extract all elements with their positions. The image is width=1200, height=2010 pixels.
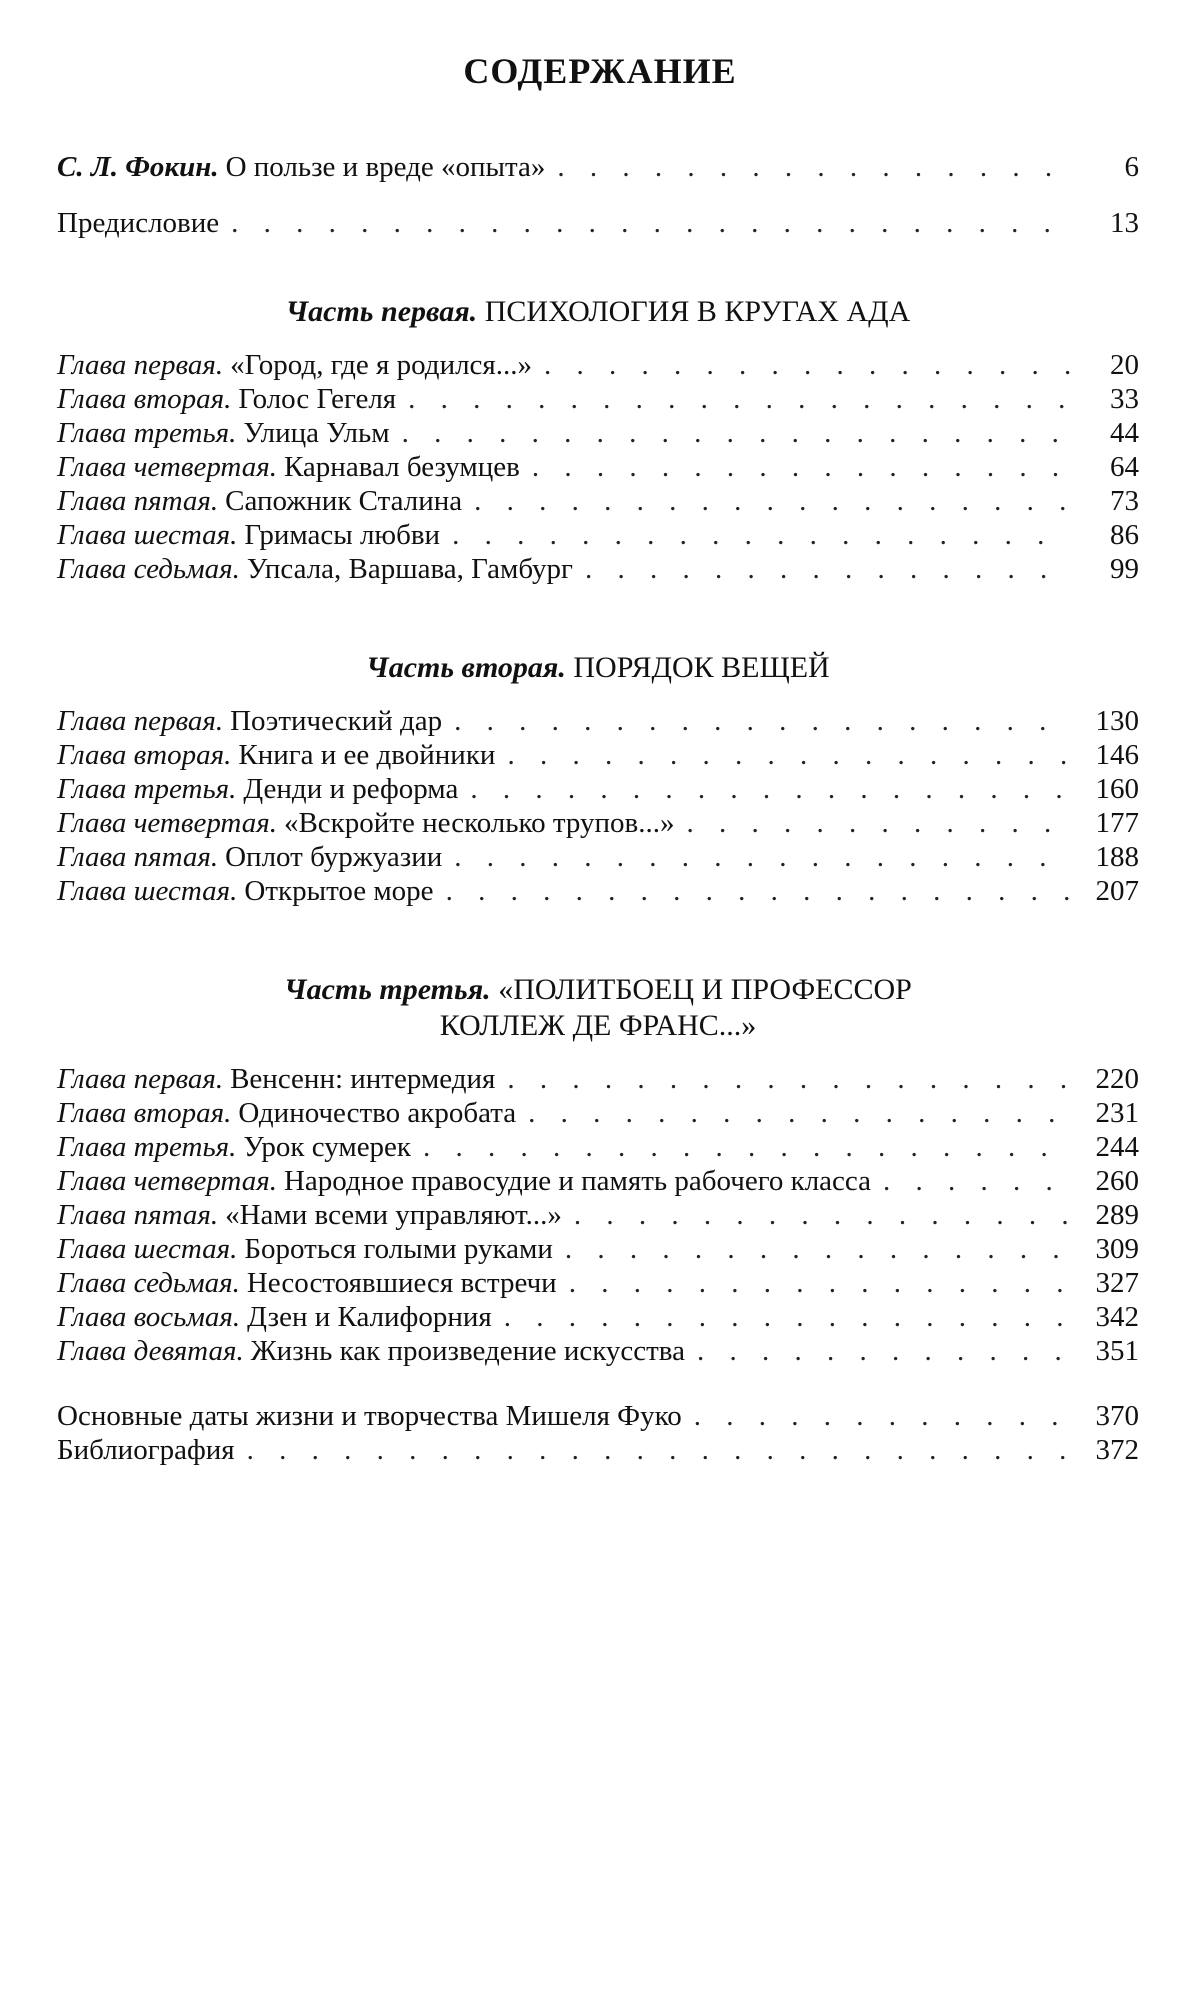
chapter-label: Глава первая. [57,704,223,738]
page [0,0,1200,2010]
chapter-label: Глава пятая. [57,840,218,874]
chapter-page: 220 [1085,1062,1139,1096]
toc-entry [57,1334,1139,1368]
chapter-label: Глава шестая. [57,1232,237,1266]
toc-entry [57,150,1139,184]
chapter-label: Глава вторая. [57,1096,231,1130]
entry-page: 6 [1085,150,1139,184]
dot-leader [585,552,1071,586]
chapter-page: 351 [1085,1334,1139,1368]
chapter-label: Глава четвертая. [57,806,277,840]
chapter-title: «Вскройте несколько трупов...» [277,806,675,840]
dot-leader [507,1062,1071,1096]
toc-entry [57,348,1139,382]
toc-entry [57,552,1139,586]
toc-entry [57,874,1139,908]
chapter-label: Глава третья. [57,772,236,806]
dot-leader [694,1399,1071,1433]
toc-entry [57,484,1139,518]
chapter-page: 188 [1085,840,1139,874]
chapter-page: 33 [1085,382,1139,416]
chapter-title: Открытое море [237,874,433,908]
chapter-title: Гримасы любви [237,518,440,552]
chapter-title: Сапожник Сталина [218,484,462,518]
entry-title: Предисловие [57,206,219,240]
chapter-title: Улица Ульм [236,416,389,450]
part-heading [57,972,1139,1044]
chapter-page: 130 [1085,704,1139,738]
toc-entry [57,1062,1139,1096]
entry-page: 370 [1085,1399,1139,1433]
chapter-page: 160 [1085,772,1139,806]
part-name: ПСИХОЛОГИЯ В КРУГАХ АДА [485,295,911,328]
toc-entry [57,450,1139,484]
chapter-label: Глава седьмая. [57,552,240,586]
toc-entry [57,1198,1139,1232]
toc-front [57,150,1139,240]
entry-page: 13 [1085,206,1139,240]
chapter-label: Глава пятая. [57,484,218,518]
entry-page: 372 [1085,1433,1139,1467]
chapter-label: Глава седьмая. [57,1266,240,1300]
dot-leader [557,150,1071,184]
chapter-title: Оплот буржуазии [218,840,442,874]
dot-leader [883,1164,1071,1198]
part-label: Часть первая. [286,295,477,328]
chapter-label: Глава вторая. [57,738,231,772]
toc-entry [57,382,1139,416]
chapter-label: Глава девятая. [57,1334,244,1368]
chapter-title: «Нами всеми управляют...» [218,1198,562,1232]
dot-leader [532,450,1071,484]
chapter-page: 73 [1085,484,1139,518]
chapter-page: 244 [1085,1130,1139,1164]
entry-title: Библиография [57,1433,235,1467]
chapter-title: Несостоявшиеся встречи [240,1266,557,1300]
toc-entry [57,772,1139,806]
chapter-label: Глава первая. [57,348,223,382]
chapter-page: 99 [1085,552,1139,586]
dot-leader [507,738,1071,772]
chapter-label: Глава четвертая. [57,450,277,484]
chapter-title: Книга и ее двойники [231,738,495,772]
chapter-page: 86 [1085,518,1139,552]
toc-part-1 [57,250,1139,586]
chapter-label: Глава третья. [57,416,236,450]
chapter-page: 260 [1085,1164,1139,1198]
chapter-label: Глава шестая. [57,518,237,552]
part-label: Часть вторая. [366,651,566,684]
part-heading [57,650,1139,686]
chapter-page: 207 [1085,874,1139,908]
toc-back [57,1399,1139,1467]
toc-entry [57,1433,1139,1467]
chapter-title: «Город, где я родился...» [223,348,532,382]
chapter-title: Жизнь как произведение искусства [244,1334,685,1368]
chapter-title: Голос Гегеля [231,382,396,416]
chapter-page: 20 [1085,348,1139,382]
toc-entry [57,840,1139,874]
entry-author: С. Л. Фокин. [57,150,219,184]
toc-part-3 [57,928,1139,1368]
chapter-title: Одиночество акробата [231,1096,516,1130]
dot-leader [574,1198,1071,1232]
dot-leader [504,1300,1071,1334]
dot-leader [402,416,1071,450]
entry-title: О пользе и вреде «опыта» [219,150,546,184]
chapter-label: Глава первая. [57,1062,223,1096]
chapter-page: 146 [1085,738,1139,772]
dot-leader [408,382,1071,416]
dot-leader [528,1096,1071,1130]
chapter-title: Денди и реформа [236,772,458,806]
chapter-page: 177 [1085,806,1139,840]
toc-entry [57,1266,1139,1300]
dot-leader [697,1334,1071,1368]
toc-entry [57,416,1139,450]
toc-entry [57,738,1139,772]
part-name: «ПОЛИТБОЕЦ И ПРОФЕССОР [498,973,912,1006]
entry-title: Основные даты жизни и творчества Мишеля Фуко [57,1399,682,1433]
toc-entry [57,1300,1139,1334]
chapter-title: Народное правосудие и память рабочего класса [277,1164,871,1198]
dot-leader [231,206,1071,240]
dot-leader [454,704,1071,738]
toc-part-2 [57,606,1139,908]
toc-entry [57,518,1139,552]
chapter-page: 309 [1085,1232,1139,1266]
dot-leader [423,1130,1071,1164]
part-name: ПОРЯДОК ВЕЩЕЙ [573,651,829,684]
chapter-page: 342 [1085,1300,1139,1334]
chapter-page: 231 [1085,1096,1139,1130]
chapter-title: Венсенн: интермедия [223,1062,495,1096]
chapter-label: Глава четвертая. [57,1164,277,1198]
chapter-label: Глава шестая. [57,874,237,908]
dot-leader [474,484,1071,518]
dot-leader [565,1232,1071,1266]
part-label: Часть третья. [284,973,491,1006]
toc-entry [57,806,1139,840]
dot-leader [446,874,1071,908]
chapter-label: Глава третья. [57,1130,236,1164]
chapter-page: 44 [1085,416,1139,450]
chapter-title: Дзен и Калифорния [240,1300,492,1334]
page-title: СОДЕРЖАНИЕ [0,50,1200,92]
part-heading [57,294,1139,330]
toc-entry [57,704,1139,738]
part-name-line-2: КОЛЛЕЖ ДЕ ФРАНС...» [57,1008,1139,1044]
chapter-title: Упсала, Варшава, Гамбург [240,552,573,586]
dot-leader [454,840,1071,874]
toc-entry [57,1399,1139,1433]
dot-leader [686,806,1071,840]
dot-leader [470,772,1071,806]
chapter-label: Глава пятая. [57,1198,218,1232]
toc-entry [57,1232,1139,1266]
toc-entry [57,1130,1139,1164]
toc-entry [57,1096,1139,1130]
dot-leader [569,1266,1071,1300]
chapter-page: 64 [1085,450,1139,484]
chapter-page: 289 [1085,1198,1139,1232]
toc-entry [57,1164,1139,1198]
dot-leader [544,348,1071,382]
dot-leader [452,518,1071,552]
chapter-title: Поэтический дар [223,704,442,738]
chapter-page: 327 [1085,1266,1139,1300]
dot-leader [247,1433,1071,1467]
chapter-title: Карнавал безумцев [277,450,520,484]
chapter-title: Урок сумерек [236,1130,411,1164]
chapter-title: Бороться голыми руками [237,1232,553,1266]
chapter-label: Глава вторая. [57,382,231,416]
toc-entry [57,206,1139,240]
chapter-label: Глава восьмая. [57,1300,240,1334]
